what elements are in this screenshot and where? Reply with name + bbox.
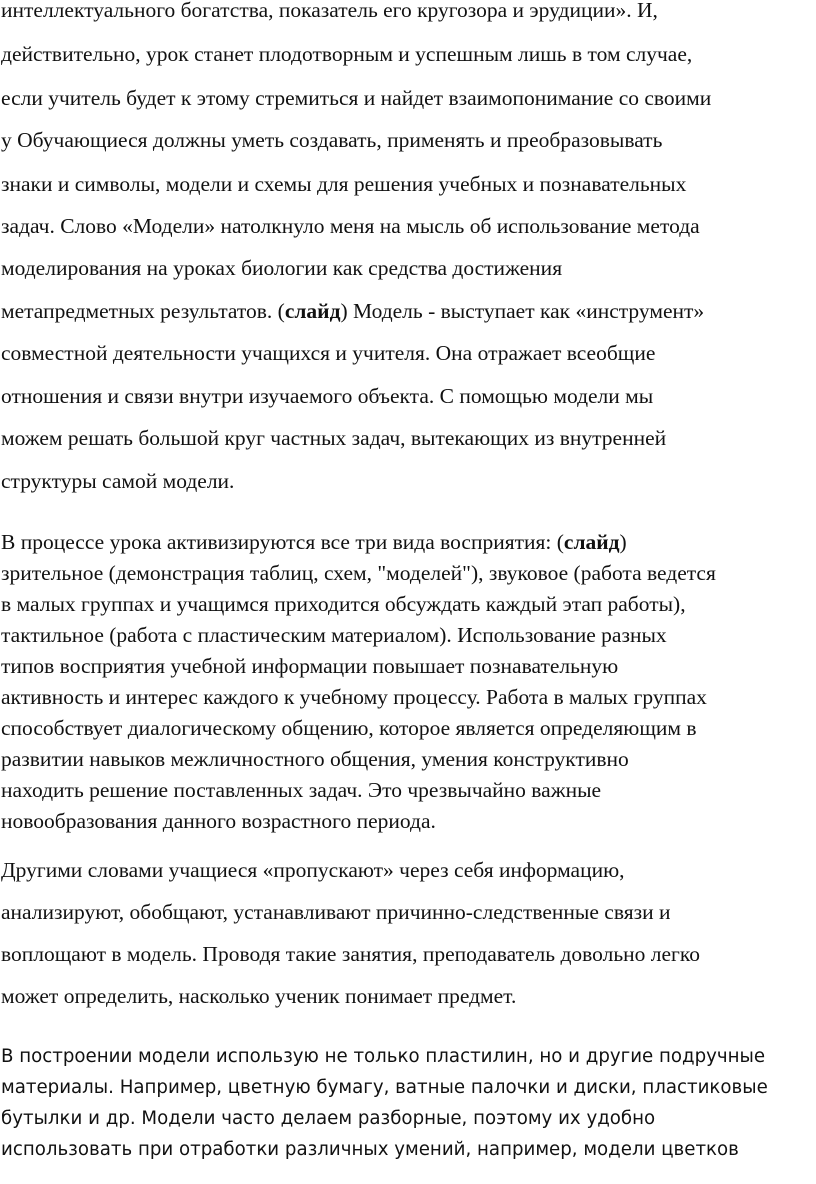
text-line: воплощают в модель. Проводя такие занятия, преподаватель довольно легко (1, 942, 700, 966)
text-line: способствует диалогическому общению, которое является определяющим в (1, 716, 697, 740)
text-run: ) Модель - выступает как «инструмент» (340, 299, 705, 323)
text-line: Другими словами учащиеся «пропускают» через себя информацию, (1, 858, 625, 882)
text-run: В процессе урока активизируются все три вида восприятия: ( (1, 530, 564, 554)
text-line: использовать при отработки различных умений, например, модели цветков (1, 1139, 739, 1160)
text-line: интеллектуального богатства, показатель его кругозора и эрудиции». И, (1, 0, 658, 22)
text-line: действительно, урок станет плодотворным и успешным лишь в том случае, (1, 42, 693, 66)
text-line: анализируют, обобщают, устанавливают причинно-следственные связи и (1, 900, 671, 924)
text-line: В построении модели использую не только пластилин, но и другие подручные (1, 1046, 766, 1067)
text-line: бутылки и др. Модели часто делаем разборные, поэтому их удобно (1, 1108, 656, 1129)
text-line: тактильное (работа с пластическим материалом). Использование разных (1, 623, 667, 647)
text-line: знаки и символы, модели и схемы для решения учебных и познавательных (1, 172, 687, 196)
text-run: ) (619, 530, 627, 554)
text-line: в малых группах и учащимся приходится обсуждать каждый этап работы), (1, 592, 686, 616)
text-line: задач. Слово «Модели» натолкнуло меня на мысль об использование метода (1, 214, 700, 238)
bold-slide-label: слайд (563, 530, 620, 554)
bold-slide-label: слайд (284, 299, 341, 323)
text-line: структуры самой модели. (1, 469, 235, 493)
text-line: совместной деятельности учащихся и учителя. Она отражает всеобщие (1, 341, 656, 365)
text-line: активность и интерес каждого к учебному процессу. Работа в малых группах (1, 685, 707, 709)
text-run: метапредметных результатов. ( (1, 299, 285, 323)
text-line (1, 530, 627, 555)
text-line (1, 299, 704, 324)
text-line: можем решать большой круг частных задач, вытекающих из внутренней (1, 426, 667, 450)
text-line: зрительное (демонстрация таблиц, схем, "моделей"), звуковое (работа ведется (1, 561, 716, 585)
text-line: отношения и связи внутри изучаемого объекта. С помощью модели мы (1, 384, 654, 408)
text-line: материалы. Например, цветную бумагу, ватные палочки и диски, пластиковые (1, 1077, 768, 1098)
text-line: если учитель будет к этому стремиться и найдет взаимопонимание со своими (1, 86, 712, 110)
text-line: типов восприятия учебной информации повышает познавательную (1, 654, 619, 678)
text-line: моделирования на уроках биологии как средства достижения (1, 256, 563, 280)
text-line: новообразования данного возрастного периода. (1, 809, 436, 833)
text-line: находить решение поставленных задач. Это чрезвычайно важные (1, 778, 602, 802)
text-line: может определить, насколько ученик понимает предмет. (1, 984, 517, 1008)
text-line: развитии навыков межличностного общения, умения конструктивно (1, 747, 629, 771)
text-line: у Обучающиеся должны уметь создавать, применять и преобразовывать (1, 128, 663, 152)
